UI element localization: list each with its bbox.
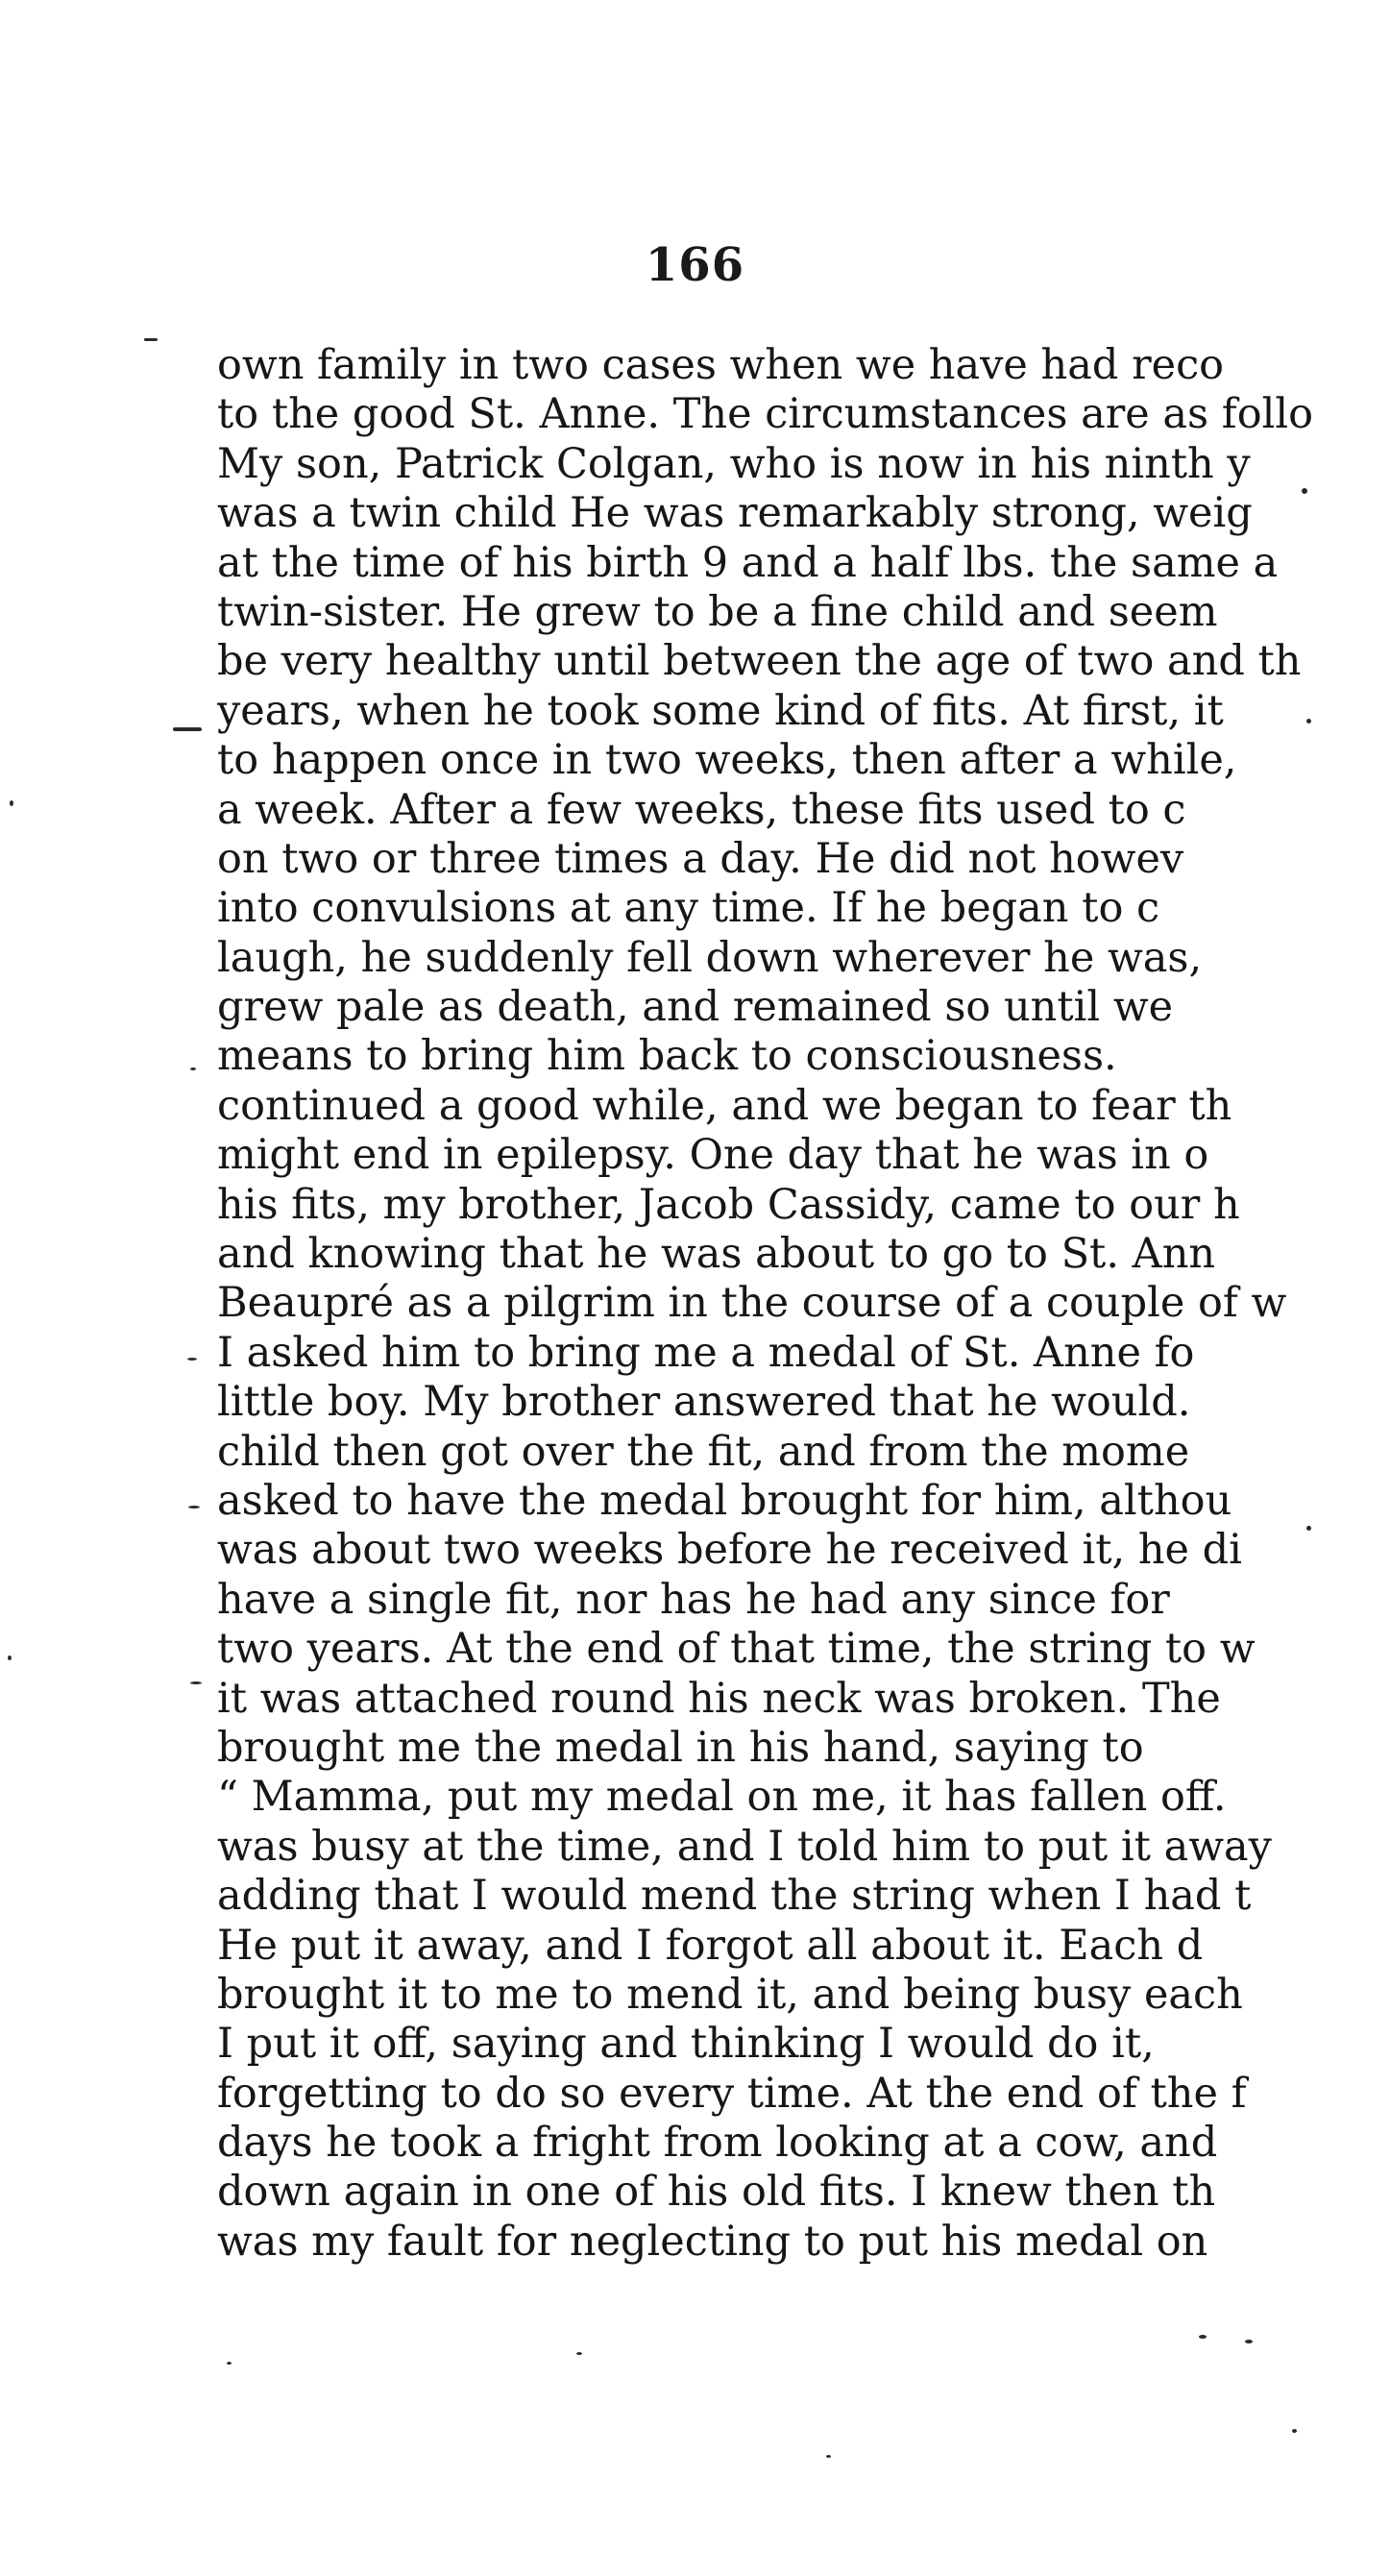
body-text <box>217 341 1317 2267</box>
text-line: grew pale as death, and remained so until we <box>217 983 1174 1032</box>
text-line: to the good St. Anne. The circumstances are as follo <box>217 390 1313 439</box>
scan-speck <box>1199 2335 1207 2339</box>
text-line: continued a good while, and we began to fear th <box>217 1081 1232 1130</box>
text-line: brought it to me to mend it, and being busy each <box>217 1970 1243 2019</box>
scan-speck <box>576 2352 582 2355</box>
text-line: days he took a fright from looking at a cow, and <box>217 2119 1218 2168</box>
scan-speck <box>1245 2340 1253 2343</box>
scan-speck <box>10 800 13 806</box>
text-line: and knowing that he was about to go to St. Ann <box>217 1230 1216 1279</box>
text-line: adding that I would mend the string when I had t <box>217 1872 1252 1921</box>
text-line: was about two weeks before he received it, he di <box>217 1526 1242 1575</box>
text-line: forgetting to do so every time. At the end of the f <box>217 2069 1247 2118</box>
text-line: laugh, he suddenly fell down wherever he was, <box>217 933 1203 982</box>
text-line: He put it away, and I forgot all about it. Each d <box>217 1921 1204 1970</box>
text-line: into convulsions at any time. If he began to c <box>217 884 1160 933</box>
text-line: “ Mamma, put my medal on me, it has fallen off. <box>217 1773 1227 1822</box>
text-line: years, when he took some kind of fits. At first, it <box>217 686 1224 735</box>
text-line: My son, Patrick Colgan, who is now in his ninth y <box>217 439 1251 488</box>
scan-speck <box>227 2362 232 2365</box>
text-line: it was attached round his neck was broken. The <box>217 1674 1221 1723</box>
scan-speck <box>8 1656 12 1660</box>
text-line: was a twin child He was remarkably strong, weig <box>217 489 1253 538</box>
scan-speck <box>190 1067 196 1070</box>
text-line: twin-sister. He grew to be a fine child and seem <box>217 587 1218 636</box>
text-line: a week. After a few weeks, these fits used to c <box>217 785 1186 834</box>
text-line: was my fault for neglecting to put his medal on <box>217 2217 1208 2266</box>
scan-speck <box>1292 2429 1297 2433</box>
scan-speck <box>144 338 158 341</box>
text-line: might end in epilepsy. One day that he was in o <box>217 1131 1209 1180</box>
scan-speck <box>173 727 202 731</box>
scan-speck <box>1306 1526 1311 1531</box>
scan-speck <box>1302 488 1307 494</box>
text-line: child then got over the fit, and from the mome <box>217 1427 1190 1476</box>
scan-speck <box>190 1681 202 1684</box>
text-line: little boy. My brother answered that he would. <box>217 1378 1191 1427</box>
text-line: at the time of his birth 9 and a half lbs. the same a <box>217 538 1279 587</box>
text-line: I put it off, saying and thinking I would do it, <box>217 2020 1155 2069</box>
text-line: brought me the medal in his hand, saying to <box>217 1723 1144 1772</box>
text-line: I asked him to bring me a medal of St. Anne fo <box>217 1328 1195 1377</box>
page-number: 166 <box>645 238 745 292</box>
text-line: two years. At the end of that time, the string to w <box>217 1625 1256 1674</box>
text-line: have a single fit, nor has he had any since for <box>217 1575 1170 1624</box>
text-line: asked to have the medal brought for him, althou <box>217 1476 1232 1525</box>
text-line: means to bring him back to consciousness. <box>217 1032 1117 1081</box>
text-line: to happen once in two weeks, then after a while, <box>217 736 1237 785</box>
scan-speck <box>826 2455 831 2458</box>
text-line: Beaupré as a pilgrim in the course of a couple of w <box>217 1279 1287 1328</box>
text-line: be very healthy until between the age of two and th <box>217 637 1302 686</box>
text-line: his fits, my brother, Jacob Cassidy, came to our h <box>217 1180 1240 1229</box>
text-line: on two or three times a day. He did not howev <box>217 834 1184 883</box>
text-line: down again in one of his old fits. I knew then th <box>217 2168 1216 2217</box>
scan-speck <box>187 1358 197 1361</box>
text-line: own family in two cases when we have had reco <box>217 341 1225 389</box>
scan-speck <box>1306 719 1311 724</box>
scan-speck <box>188 1506 200 1509</box>
text-line: was busy at the time, and I told him to put it away <box>217 1822 1272 1871</box>
